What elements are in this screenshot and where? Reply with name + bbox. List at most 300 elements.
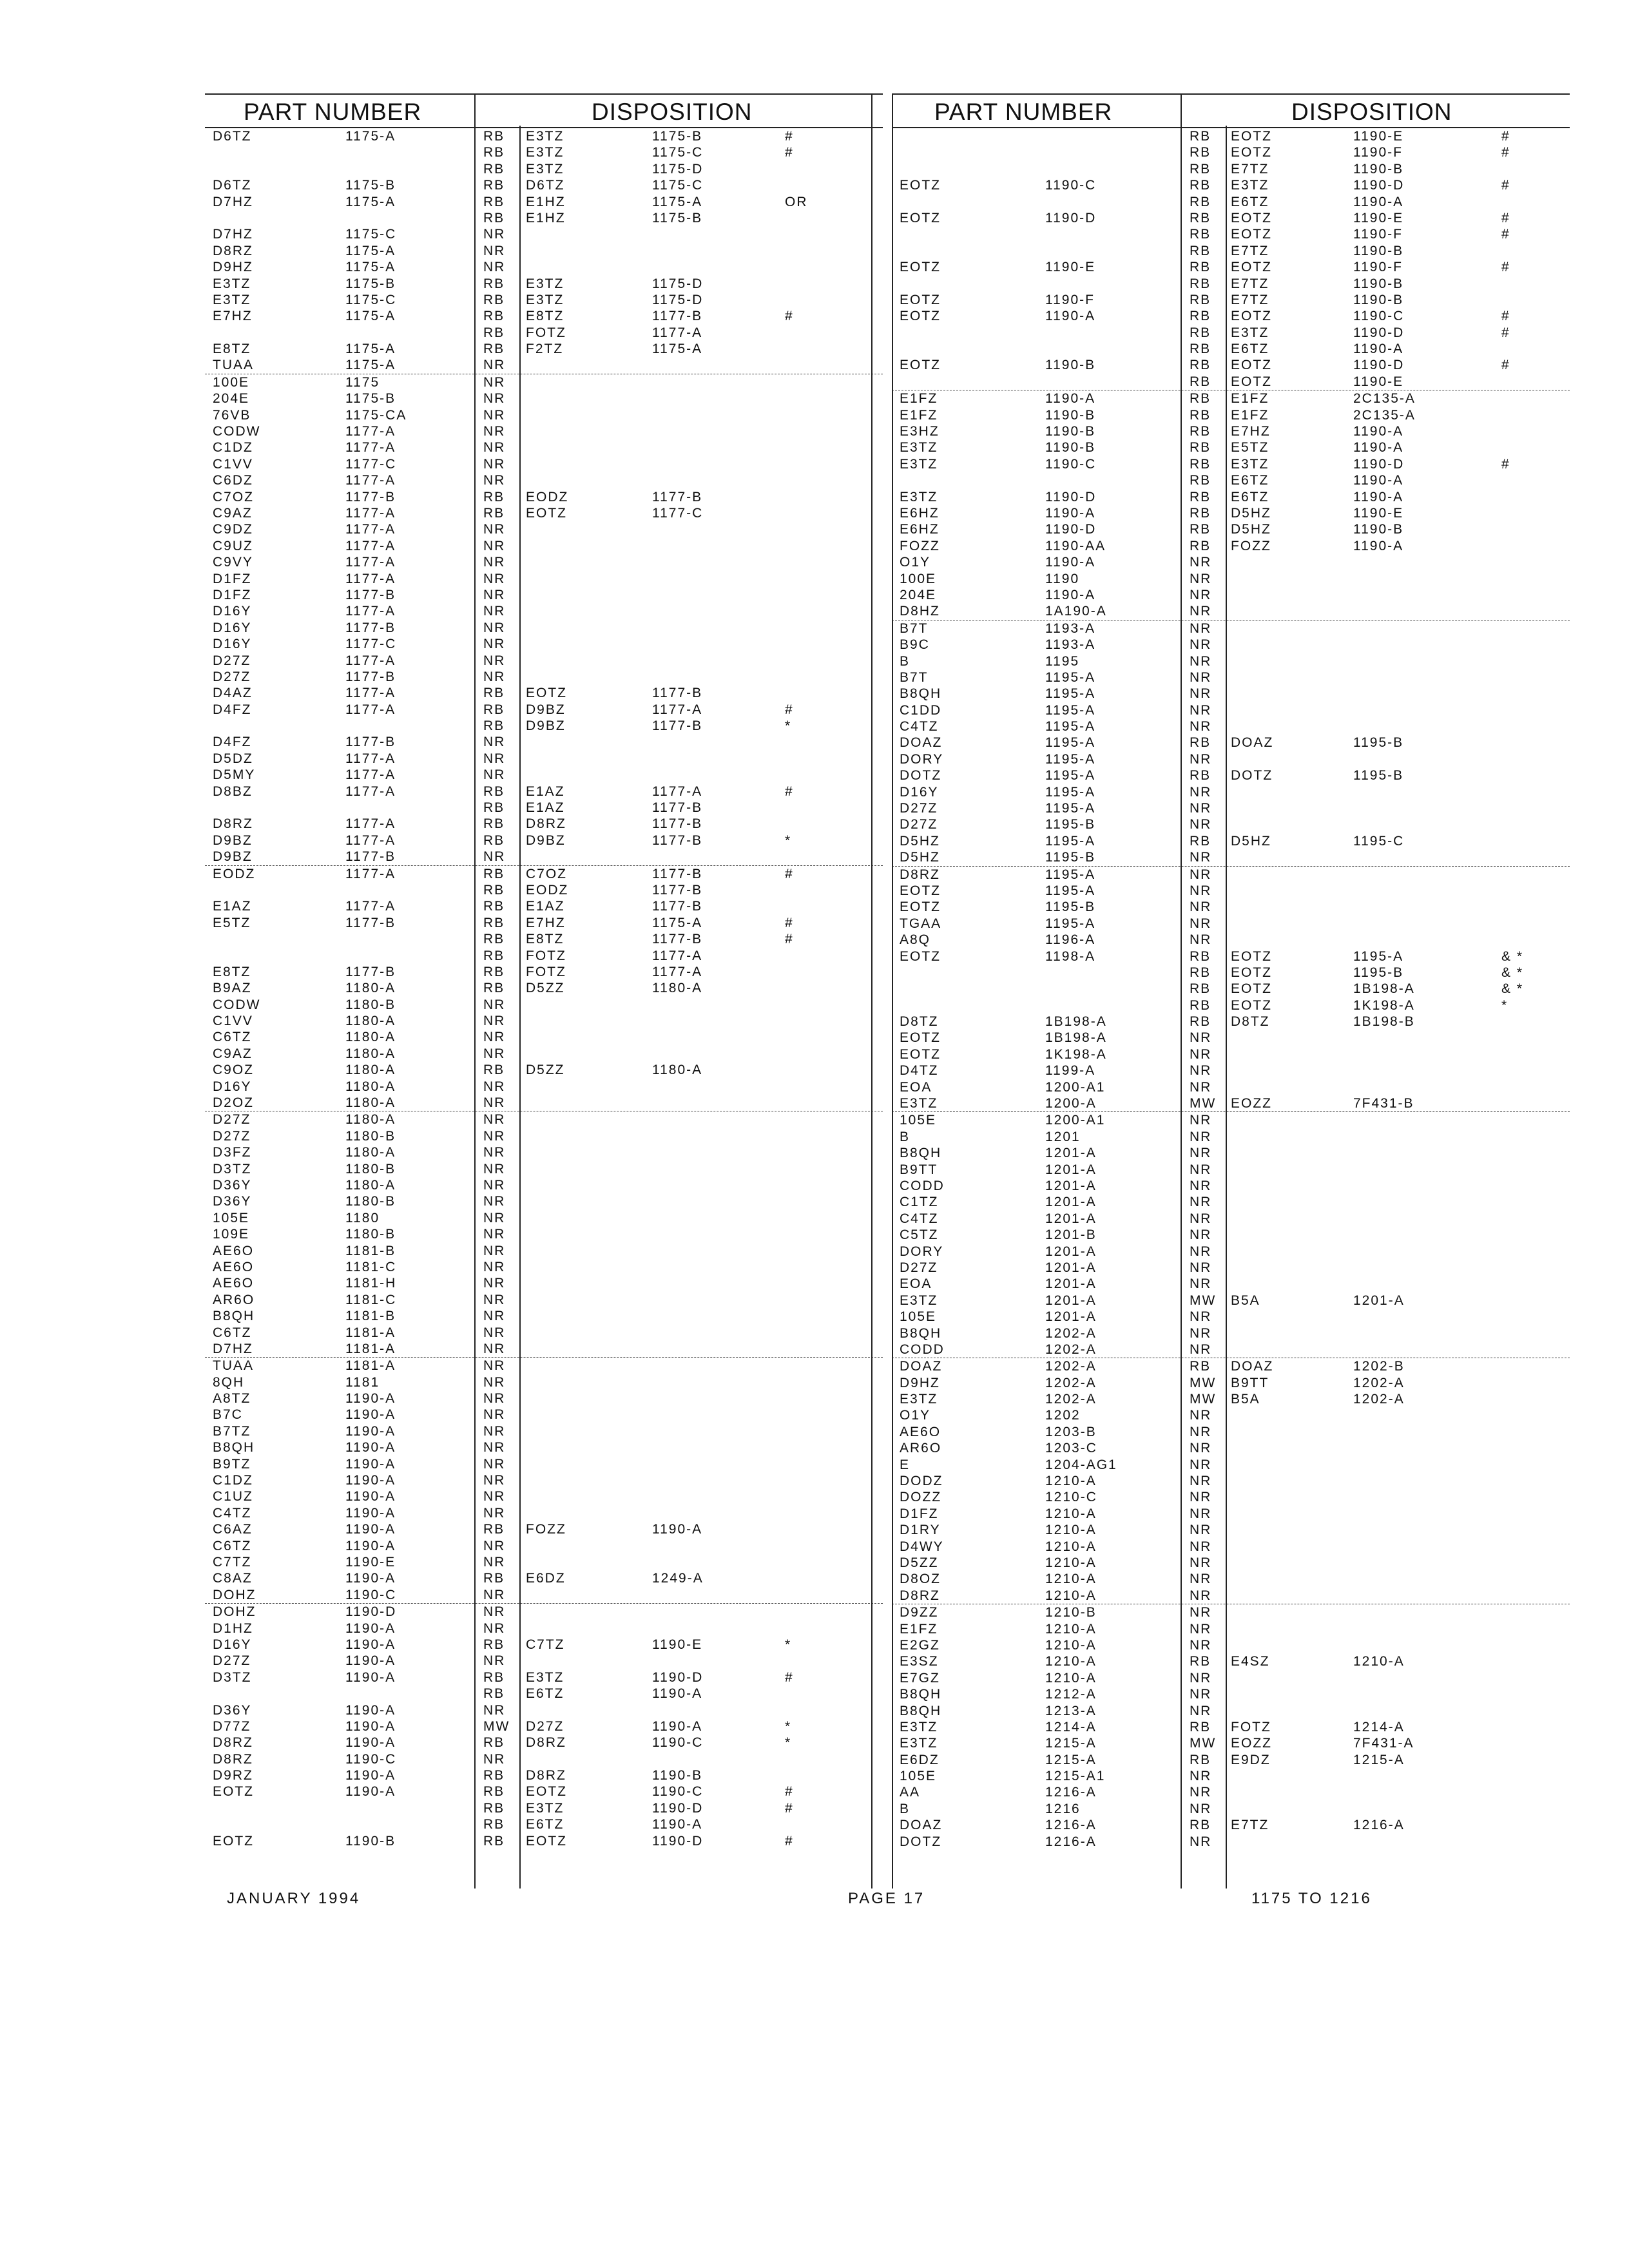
part-suffix: 1202-A xyxy=(1045,1341,1097,1357)
part-suffix: 1175-A xyxy=(345,309,396,324)
part-suffix: 1190-B xyxy=(345,1833,396,1849)
disposition-code: NR xyxy=(483,604,506,619)
part-suffix: 1190-A xyxy=(1045,555,1096,570)
part-number: 105E xyxy=(900,1309,937,1325)
part-suffix: 1210-A xyxy=(1045,1621,1097,1637)
replacement-number: 1177-B xyxy=(652,309,703,324)
part-suffix: 1216 xyxy=(1045,1801,1081,1816)
disposition-code: RB xyxy=(1190,440,1211,456)
replacement-number: 1177-A xyxy=(652,325,703,340)
part-number: C6AZ xyxy=(213,1522,253,1537)
part-number: DOHZ xyxy=(213,1604,256,1620)
replacement-number: 1215-A xyxy=(1353,1752,1405,1767)
part-suffix: 1201-A xyxy=(1045,1244,1097,1259)
disposition-code: NR xyxy=(483,637,506,652)
part-number: D9HZ xyxy=(900,1375,940,1390)
table-row xyxy=(205,505,883,521)
disposition-code: RB xyxy=(1190,178,1211,193)
replacement-number: 1190-A xyxy=(652,1817,703,1832)
replacement-prefix: EOTZ xyxy=(1231,374,1272,389)
disposition-code: RB xyxy=(483,129,505,144)
part-suffix: 1177-B xyxy=(345,849,396,865)
replacement-number: 1195-B xyxy=(1353,735,1404,751)
table-row xyxy=(892,1506,1570,1522)
replacement-number: 1177-B xyxy=(652,489,703,505)
disposition-code: NR xyxy=(483,1587,506,1602)
part-suffix: 1181-A xyxy=(345,1325,396,1340)
part-suffix: 1210-A xyxy=(1045,1539,1097,1554)
replacement-prefix: D5ZZ xyxy=(526,1062,565,1078)
disposition-code: NR xyxy=(1190,1146,1212,1161)
part-suffix: 1195-A xyxy=(1045,784,1096,800)
disposition-code: NR xyxy=(483,1030,506,1045)
replacement-prefix: E6TZ xyxy=(526,1817,564,1832)
disposition-code: RB xyxy=(483,505,505,521)
table-row xyxy=(205,325,883,341)
part-suffix: 1210-A xyxy=(1045,1474,1097,1489)
part-number: B8QH xyxy=(213,1440,255,1456)
part-suffix: 1215-A1 xyxy=(1045,1769,1106,1784)
disposition-code: RB xyxy=(1190,1654,1211,1669)
replacement-prefix: E1HZ xyxy=(526,210,566,226)
part-number: D8BZ xyxy=(213,783,253,799)
part-number: E3TZ xyxy=(213,292,251,307)
part-suffix: 1195-A xyxy=(1045,768,1096,783)
disposition-code: RB xyxy=(483,276,505,291)
table-row xyxy=(892,1030,1570,1046)
part-number: D27Z xyxy=(213,1128,251,1144)
part-suffix: 1177-A xyxy=(345,751,396,766)
disposition-code: NR xyxy=(483,767,506,783)
part-suffix: 1193-A xyxy=(1045,637,1096,653)
part-suffix: 1190-A xyxy=(345,1768,396,1783)
table-row xyxy=(205,1735,883,1751)
part-number: D7HZ xyxy=(213,1341,253,1356)
part-suffix: 1180-A xyxy=(345,1178,396,1193)
table-row xyxy=(205,374,883,390)
table-row xyxy=(892,161,1570,177)
table-row xyxy=(205,390,883,407)
part-suffix: 1195-B xyxy=(1045,817,1096,832)
disposition-code: NR xyxy=(1190,1834,1212,1849)
part-suffix: 1190-A xyxy=(345,1669,396,1685)
table-row xyxy=(892,1424,1570,1440)
replacement-prefix: D9BZ xyxy=(526,718,566,734)
part-suffix: 1175-A xyxy=(345,129,396,144)
part-suffix: 1202-A xyxy=(1045,1359,1097,1374)
replacement-number: 1180-A xyxy=(652,1062,703,1078)
disposition-code: NR xyxy=(483,1358,506,1374)
right-table xyxy=(892,128,1570,1850)
disposition-code: NR xyxy=(483,1702,506,1718)
disposition-code: RB xyxy=(1190,505,1211,521)
part-suffix: 1177-B xyxy=(345,735,396,750)
table-row xyxy=(205,1259,883,1275)
disposition-code: NR xyxy=(483,1489,506,1504)
replacement-prefix: E6TZ xyxy=(1231,473,1269,488)
part-suffix: 1201-A xyxy=(1045,1293,1097,1308)
part-suffix: 1190-A xyxy=(345,1571,396,1586)
part-number: 105E xyxy=(900,1769,937,1784)
disposition-code: RB xyxy=(1190,260,1211,275)
part-number: D7HZ xyxy=(213,194,253,209)
disposition-code: NR xyxy=(1190,1523,1212,1538)
table-row xyxy=(205,1193,883,1209)
replacement-number: 1190-D xyxy=(1353,178,1405,193)
part-number: D27Z xyxy=(213,1653,251,1669)
part-number: D16Y xyxy=(900,784,939,800)
disposition-code: RB xyxy=(1190,948,1211,964)
table-row xyxy=(205,1505,883,1521)
part-suffix: 1190-D xyxy=(345,1604,397,1620)
part-number: 109E xyxy=(213,1227,250,1242)
replacement-number: 1190-D xyxy=(1353,325,1405,340)
part-suffix: 1190-B xyxy=(1045,440,1096,456)
replacement-prefix: E6TZ xyxy=(526,1686,564,1702)
replacement-prefix: DOAZ xyxy=(1231,1359,1274,1374)
table-row xyxy=(892,965,1570,981)
disposition-code: NR xyxy=(483,555,506,570)
disposition-code: NR xyxy=(483,538,506,553)
table-row xyxy=(205,620,883,636)
table-row xyxy=(892,1555,1570,1571)
part-number: B8QH xyxy=(900,686,942,702)
table-row xyxy=(205,800,883,816)
part-suffix: 1177-A xyxy=(345,866,396,881)
replacement-number: 1202-A xyxy=(1353,1392,1405,1407)
disposition-code: NR xyxy=(483,1374,506,1390)
disposition-code: NR xyxy=(1190,1637,1212,1653)
table-row xyxy=(892,1670,1570,1686)
part-number: EOTZ xyxy=(900,948,941,964)
part-suffix: 1200-A1 xyxy=(1045,1079,1106,1095)
replacement-prefix: E7TZ xyxy=(1231,1818,1269,1833)
part-number: D4WY xyxy=(900,1539,944,1554)
part-suffix: 1175-C xyxy=(345,227,397,242)
replacement-prefix: EOTZ xyxy=(1231,997,1272,1013)
column-divider xyxy=(871,93,872,1888)
disposition-code: NR xyxy=(1190,850,1212,865)
column-divider xyxy=(474,93,476,1888)
disposition-code: NR xyxy=(1190,702,1212,718)
disposition-code: NR xyxy=(483,1243,506,1258)
part-suffix: 1202-A xyxy=(1045,1325,1097,1341)
part-number: D16Y xyxy=(213,620,252,635)
disposition-code: RB xyxy=(1190,276,1211,291)
disposition-code: NR xyxy=(483,473,506,488)
note-mark: # xyxy=(785,1669,794,1685)
replacement-prefix: EOTZ xyxy=(526,1833,567,1849)
part-suffix: 1213-A xyxy=(1045,1703,1097,1718)
table-row xyxy=(205,1374,883,1390)
replacement-number: 1190-A xyxy=(1353,489,1404,505)
disposition-heading: DISPOSITION xyxy=(592,99,753,125)
table-row xyxy=(205,1029,883,1045)
part-number: EOA xyxy=(900,1276,932,1292)
replacement-prefix: EOTZ xyxy=(1231,948,1272,964)
disposition-code: RB xyxy=(483,489,505,505)
replacement-number: 1K198-A xyxy=(1353,997,1415,1013)
note-mark: # xyxy=(785,1784,794,1800)
part-suffix: 1210-A xyxy=(1045,1523,1097,1538)
table-row xyxy=(205,1226,883,1242)
part-number: 100E xyxy=(900,571,937,586)
replacement-number: 1190-B xyxy=(1353,276,1404,291)
replacement-prefix: D27Z xyxy=(526,1718,564,1734)
part-suffix: 1198-A xyxy=(1045,948,1096,964)
table-row xyxy=(205,1637,883,1653)
part-number: D5ZZ xyxy=(900,1555,939,1570)
disposition-code: RB xyxy=(483,686,505,701)
part-number: E6HZ xyxy=(900,522,940,537)
disposition-code: NR xyxy=(483,997,506,1012)
table-row xyxy=(892,767,1570,783)
part-suffix: 1210-A xyxy=(1045,1670,1097,1686)
disposition-code: NR xyxy=(483,1440,506,1456)
replacement-number: 1177-B xyxy=(652,686,703,701)
part-number: B7T xyxy=(900,669,929,685)
disposition-code: NR xyxy=(1190,1670,1212,1686)
disposition-code: NR xyxy=(483,1145,506,1160)
table-row xyxy=(205,1423,883,1439)
table-row xyxy=(205,783,883,800)
replacement-number: 1B198-A xyxy=(1353,981,1415,997)
part-number: B7T xyxy=(900,620,929,636)
part-suffix: 1201-A xyxy=(1045,1178,1097,1193)
part-number: DOAZ xyxy=(900,735,943,751)
part-suffix: 1203-B xyxy=(1045,1424,1097,1439)
replacement-prefix: D8RZ xyxy=(526,816,566,832)
part-number: D4FZ xyxy=(213,702,252,717)
disposition-code: NR xyxy=(483,1046,506,1061)
disposition-code: NR xyxy=(483,1276,506,1291)
disposition-code: RB xyxy=(1190,456,1211,472)
part-suffix: 1202 xyxy=(1045,1408,1081,1423)
disposition-code: RB xyxy=(483,1637,505,1652)
part-suffix: 1210-A xyxy=(1045,1506,1097,1521)
part-number: AA xyxy=(900,1785,921,1800)
table-row xyxy=(892,620,1570,637)
disposition-code: NR xyxy=(483,522,506,537)
table-row xyxy=(892,1784,1570,1800)
disposition-code: NR xyxy=(1190,1605,1212,1620)
table-row xyxy=(205,1013,883,1029)
part-suffix: 1190-F xyxy=(1045,292,1095,307)
part-number: D36Y xyxy=(213,1702,252,1718)
disposition-code: RB xyxy=(483,1062,505,1078)
part-suffix: 1195-B xyxy=(1045,899,1096,915)
replacement-number: 1190-E xyxy=(652,1637,703,1652)
note-mark: * xyxy=(785,1735,792,1751)
replacement-number: 2C135-A xyxy=(1353,407,1416,423)
part-number: D3FZ xyxy=(213,1145,252,1160)
part-suffix: 1177-A xyxy=(345,505,396,521)
table-row xyxy=(892,1768,1570,1784)
part-number: D8RZ xyxy=(213,1735,253,1751)
table-row xyxy=(892,784,1570,800)
disposition-code: NR xyxy=(1190,1276,1212,1292)
replacement-prefix: EOTZ xyxy=(1231,129,1272,144)
part-suffix: 1190-C xyxy=(1045,178,1097,193)
table-row xyxy=(205,1538,883,1554)
part-suffix: 1190-D xyxy=(1045,522,1097,537)
part-suffix: 1175-B xyxy=(345,391,396,407)
table-row xyxy=(892,292,1570,308)
replacement-number: 1177-B xyxy=(652,866,703,881)
note-mark: * xyxy=(785,718,792,734)
part-suffix: 1181-A xyxy=(345,1341,396,1356)
part-number: D8RZ xyxy=(213,1751,253,1767)
part-number: D9ZZ xyxy=(900,1605,939,1620)
part-number: E2GZ xyxy=(900,1637,940,1653)
table-row xyxy=(205,882,883,898)
part-number: C9VY xyxy=(213,555,253,570)
replacement-number: 1190-B xyxy=(1353,243,1404,258)
replacement-prefix: E3TZ xyxy=(526,161,564,177)
part-suffix: 1190-C xyxy=(1045,456,1097,472)
disposition-code: RB xyxy=(483,309,505,324)
part-suffix: 1210-B xyxy=(1045,1605,1097,1620)
disposition-code: NR xyxy=(1190,817,1212,832)
table-row xyxy=(205,948,883,964)
note-mark: # xyxy=(785,932,794,947)
replacement-prefix: B9TT xyxy=(1231,1375,1269,1390)
replacement-prefix: E1FZ xyxy=(1231,391,1269,407)
part-number: B8QH xyxy=(213,1309,255,1324)
disposition-code: RB xyxy=(1190,833,1211,849)
table-row xyxy=(892,751,1570,767)
part-suffix: 1175-C xyxy=(345,292,397,307)
table-row xyxy=(205,1210,883,1226)
table-row xyxy=(205,1161,883,1177)
table-row xyxy=(892,1752,1570,1768)
disposition-code: NR xyxy=(483,1538,506,1553)
replacement-number: 1175-D xyxy=(652,292,704,307)
replacement-number: 1177-A xyxy=(652,964,703,979)
part-suffix: 1190-AA xyxy=(1045,538,1106,553)
part-suffix: 1201-A xyxy=(1045,1162,1097,1177)
part-number: B9TT xyxy=(900,1162,938,1177)
table-row xyxy=(205,1177,883,1193)
disposition-code: NR xyxy=(483,1407,506,1423)
disposition-code: NR xyxy=(483,1128,506,1144)
part-number: B9TZ xyxy=(213,1456,251,1472)
disposition-code: NR xyxy=(483,1194,506,1209)
replacement-number: 1190-F xyxy=(1353,260,1403,275)
part-number: D27Z xyxy=(213,669,251,684)
part-suffix: 1190-A xyxy=(345,1423,396,1439)
replacement-prefix: E3TZ xyxy=(526,1800,564,1816)
disposition-code: RB xyxy=(1190,407,1211,423)
replacement-prefix: E6TZ xyxy=(1231,341,1269,357)
replacement-prefix: E1AZ xyxy=(526,899,565,914)
part-suffix: 1195-A xyxy=(1045,702,1096,718)
table-row xyxy=(205,587,883,603)
part-suffix: 1177-C xyxy=(345,456,397,472)
table-row xyxy=(892,1194,1570,1210)
disposition-code: RB xyxy=(483,1800,505,1816)
table-row xyxy=(892,521,1570,537)
part-suffix: 1215-A xyxy=(1045,1736,1097,1751)
table-row xyxy=(205,767,883,783)
replacement-number: 1190-B xyxy=(1353,522,1404,537)
table-row xyxy=(892,1686,1570,1702)
note-mark: OR xyxy=(785,194,808,209)
part-number: D1FZ xyxy=(213,571,252,586)
replacement-number: 1210-A xyxy=(1353,1654,1405,1669)
table-row xyxy=(205,1341,883,1357)
table-row xyxy=(892,341,1570,357)
disposition-code: NR xyxy=(1190,1162,1212,1177)
note-mark: * xyxy=(785,1718,792,1734)
replacement-number: 1190-A xyxy=(652,1522,703,1537)
part-suffix: 1195 xyxy=(1045,653,1080,669)
table-row xyxy=(205,1456,883,1472)
table-row xyxy=(205,1111,883,1128)
part-suffix: 1181 xyxy=(345,1374,380,1390)
part-suffix: 1201-A xyxy=(1045,1276,1097,1292)
replacement-number: 1190-C xyxy=(1353,309,1405,324)
note-mark: # xyxy=(1501,129,1510,144)
part-number: CODD xyxy=(900,1341,945,1357)
disposition-code: RB xyxy=(1190,341,1211,357)
part-number: B xyxy=(900,653,911,669)
part-suffix: 1181-A xyxy=(345,1358,396,1374)
part-number: EOTZ xyxy=(900,210,941,226)
replacement-prefix: E3TZ xyxy=(526,1669,564,1685)
disposition-code: NR xyxy=(1190,1424,1212,1439)
table-row xyxy=(892,1079,1570,1095)
part-suffix: 1201-A xyxy=(1045,1260,1097,1275)
part-suffix: 1175-CA xyxy=(345,407,407,423)
table-row xyxy=(892,916,1570,932)
table-row xyxy=(205,128,883,144)
disposition-code: MW xyxy=(1190,1375,1217,1390)
table-row xyxy=(892,800,1570,816)
replacement-number: 1190-C xyxy=(652,1784,704,1800)
disposition-code: RB xyxy=(1190,1818,1211,1833)
part-suffix: 1190-A xyxy=(345,1522,396,1537)
table-row xyxy=(892,357,1570,373)
replacement-prefix: E4SZ xyxy=(1231,1654,1270,1669)
disposition-code: NR xyxy=(483,735,506,750)
part-number: DOHZ xyxy=(213,1587,256,1602)
part-number: C6DZ xyxy=(213,473,253,488)
disposition-code: NR xyxy=(483,669,506,684)
part-suffix: 1181-H xyxy=(345,1276,397,1291)
part-suffix: 1175-A xyxy=(345,358,396,373)
disposition-code: RB xyxy=(483,1571,505,1586)
disposition-code: NR xyxy=(483,407,506,423)
disposition-code: NR xyxy=(1190,1309,1212,1325)
part-number: C9DZ xyxy=(213,522,253,537)
disposition-code: RB xyxy=(1190,374,1211,389)
part-suffix: 1177-B xyxy=(345,489,396,505)
disposition-code: NR xyxy=(483,1423,506,1439)
replacement-prefix: E3TZ xyxy=(1231,325,1269,340)
part-suffix: 1190-A xyxy=(345,1538,396,1553)
part-number: E1AZ xyxy=(213,899,252,914)
part-suffix: 1210-A xyxy=(1045,1555,1097,1570)
part-number: E7GZ xyxy=(900,1670,940,1686)
disposition-code: NR xyxy=(483,1473,506,1488)
table-row xyxy=(205,194,883,210)
disposition-code: NR xyxy=(483,1309,506,1324)
table-row xyxy=(892,456,1570,472)
note-mark: # xyxy=(785,129,794,144)
part-number: D9BZ xyxy=(213,832,253,848)
part-number: B8QH xyxy=(900,1146,942,1161)
